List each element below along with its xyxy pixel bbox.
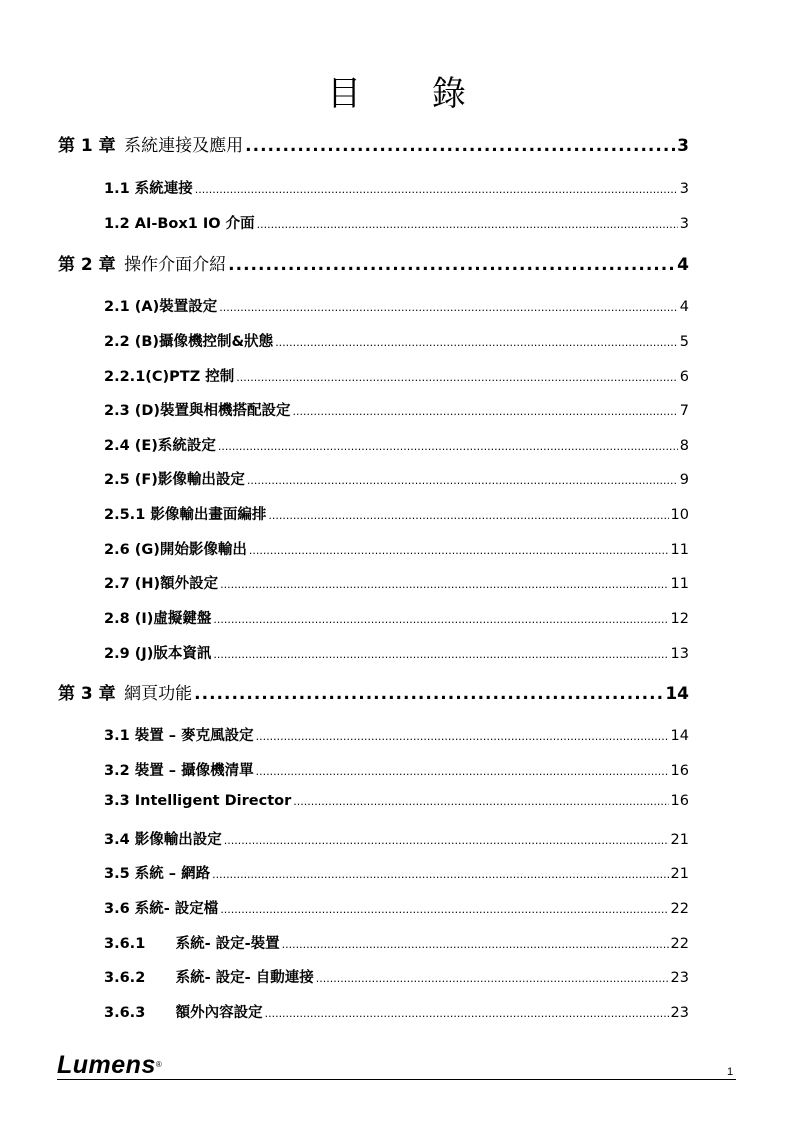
toc-entry-label: 2.2.1(C)PTZ 控制 <box>104 369 235 385</box>
toc-section-entry[interactable] <box>104 212 689 233</box>
footer-page-number: 1 <box>727 1066 734 1078</box>
toc-section-entry[interactable] <box>104 295 689 316</box>
toc-page-number: 16 <box>670 793 689 809</box>
toc-page-number: 3 <box>679 216 689 232</box>
toc-entry-label: 2.5.1 影像輸出畫面編排 <box>104 507 267 523</box>
dot-leader <box>293 405 678 418</box>
toc-entry-label: 3.5 系統 – 網路 <box>104 866 211 882</box>
toc-chapter-entry[interactable] <box>58 250 689 275</box>
toc-page-number: 16 <box>670 763 689 779</box>
toc-entry-label: 2.4 (E)系統設定 <box>104 438 216 454</box>
registered-mark: ® <box>155 1060 163 1069</box>
footer-rule <box>57 1079 736 1080</box>
toc-page-number: 13 <box>670 646 689 662</box>
dot-leader <box>213 648 668 661</box>
dot-leader <box>293 795 668 808</box>
toc-entry-label <box>58 679 192 704</box>
toc-section-entry[interactable] <box>104 330 689 351</box>
toc-entry-label: 1.1 系統連接 <box>104 181 193 197</box>
toc-page-number: 3 <box>677 136 689 156</box>
toc-title: 目 錄 <box>327 74 496 114</box>
toc-page-number: 14 <box>665 684 689 704</box>
toc-section-entry[interactable] <box>104 538 689 559</box>
toc-page-number: 7 <box>679 403 689 419</box>
toc-entry-label: 3.1 裝置 – 麥克風設定 <box>104 728 254 744</box>
dot-leader <box>195 183 678 196</box>
toc-entry-label: 2.8 (I)虛擬鍵盤 <box>104 611 212 627</box>
toc-page-number: 6 <box>679 369 689 385</box>
toc-section-entry[interactable] <box>104 434 689 455</box>
dot-leader <box>218 440 678 453</box>
dot-leader <box>212 868 668 881</box>
dot-leader <box>236 371 678 384</box>
toc-section-entry[interactable] <box>104 1001 689 1022</box>
toc-entry-label <box>58 250 226 275</box>
toc-page-number: 8 <box>679 438 689 454</box>
dot-leader <box>256 730 669 743</box>
toc-page-number: 10 <box>670 507 689 523</box>
toc-entry-label: 2.9 (J)版本資訊 <box>104 646 212 662</box>
chapter-number: 第 1 章 <box>58 136 116 156</box>
chapter-title: 系統連接及應用 <box>124 136 244 156</box>
toc-entry-label: 3.3 Intelligent Director <box>104 793 292 809</box>
toc-page-number: 22 <box>670 936 689 952</box>
toc-entry-label: 2.7 (H)額外設定 <box>104 576 219 592</box>
toc-section-entry[interactable] <box>104 724 689 745</box>
dot-leader <box>275 336 678 349</box>
toc-entry-label: 3.2 裝置 – 攝像機清單 <box>104 763 254 779</box>
toc-chapter-entry[interactable] <box>58 679 689 704</box>
toc-section-entry[interactable] <box>104 862 689 883</box>
toc-entry-label: 2.1 (A)裝置設定 <box>104 299 218 315</box>
toc-section-entry[interactable] <box>104 607 689 628</box>
toc-page-number: 22 <box>670 901 689 917</box>
toc-page-number: 23 <box>670 970 689 986</box>
toc-page-number: 11 <box>670 542 689 558</box>
dot-leader <box>247 474 678 487</box>
chapter-number: 第 2 章 <box>58 255 116 275</box>
toc-section-entry[interactable] <box>104 932 689 953</box>
dot-leader <box>256 765 669 778</box>
dot-leader <box>249 544 669 557</box>
toc-section-entry[interactable] <box>104 503 689 524</box>
chapter-title: 網頁功能 <box>124 684 193 704</box>
toc-entry-label: 1.2 AI-Box1 IO 介面 <box>104 216 255 232</box>
chapter-title: 操作介面介紹 <box>124 255 227 275</box>
toc-section-entry[interactable] <box>104 468 689 489</box>
dot-leader <box>282 938 669 951</box>
chapter-number: 第 3 章 <box>58 684 116 704</box>
dot-leader <box>268 509 668 522</box>
dot-leader <box>316 972 669 985</box>
dot-leader <box>219 301 678 314</box>
toc-entry-label: 3.4 影像輸出設定 <box>104 832 222 848</box>
toc-page-number: 4 <box>679 299 689 315</box>
toc-section-entry[interactable] <box>104 759 689 780</box>
toc-entry-label <box>58 131 243 156</box>
toc-entry-label: 2.5 (F)影像輸出設定 <box>104 472 245 488</box>
toc-page-number: 5 <box>679 334 689 350</box>
toc-page-number: 21 <box>670 866 689 882</box>
toc-entry-label: 3.6.3 額外內容設定 <box>104 1005 263 1021</box>
dot-leader <box>265 1007 669 1020</box>
dot-leader <box>220 578 668 591</box>
toc-entry-label: 3.6.2 系統- 設定- 自動連接 <box>104 970 314 986</box>
toc-section-entry[interactable] <box>104 642 689 663</box>
dot-leader <box>224 834 669 847</box>
toc-page-number: 12 <box>670 611 689 627</box>
toc-page-number: 9 <box>679 472 689 488</box>
brand-logo <box>57 1050 162 1080</box>
toc-section-entry[interactable] <box>104 828 689 849</box>
toc-page-number: 3 <box>679 181 689 197</box>
toc-page-number: 11 <box>670 576 689 592</box>
dot-leader <box>245 136 675 156</box>
toc-page-number: 23 <box>670 1005 689 1021</box>
toc-section-entry[interactable] <box>104 572 689 593</box>
toc-section-entry[interactable] <box>104 365 689 386</box>
toc-section-entry[interactable] <box>104 793 689 809</box>
toc-entry-label: 2.6 (G)開始影像輸出 <box>104 542 247 558</box>
dot-leader <box>257 218 678 231</box>
toc-page-number: 21 <box>670 832 689 848</box>
toc-entry-label: 2.3 (D)裝置與相機搭配設定 <box>104 403 291 419</box>
toc-page-number: 14 <box>670 728 689 744</box>
toc-entry-label: 2.2 (B)攝像機控制&狀態 <box>104 334 274 350</box>
toc-chapter-entry[interactable] <box>58 131 689 156</box>
toc-section-entry[interactable] <box>104 897 689 918</box>
toc-section-entry[interactable] <box>104 399 689 420</box>
toc-page-number: 4 <box>677 255 689 275</box>
dot-leader <box>194 684 663 704</box>
toc-entry-label: 3.6 系統- 設定檔 <box>104 901 219 917</box>
dot-leader <box>220 903 668 916</box>
dot-leader <box>228 255 675 275</box>
brand-name: Lumens <box>57 1051 156 1079</box>
toc-entry-label: 3.6.1 系統- 設定-裝置 <box>104 936 280 952</box>
dot-leader <box>213 613 668 626</box>
toc-section-entry[interactable] <box>104 966 689 987</box>
toc-section-entry[interactable] <box>104 177 689 198</box>
